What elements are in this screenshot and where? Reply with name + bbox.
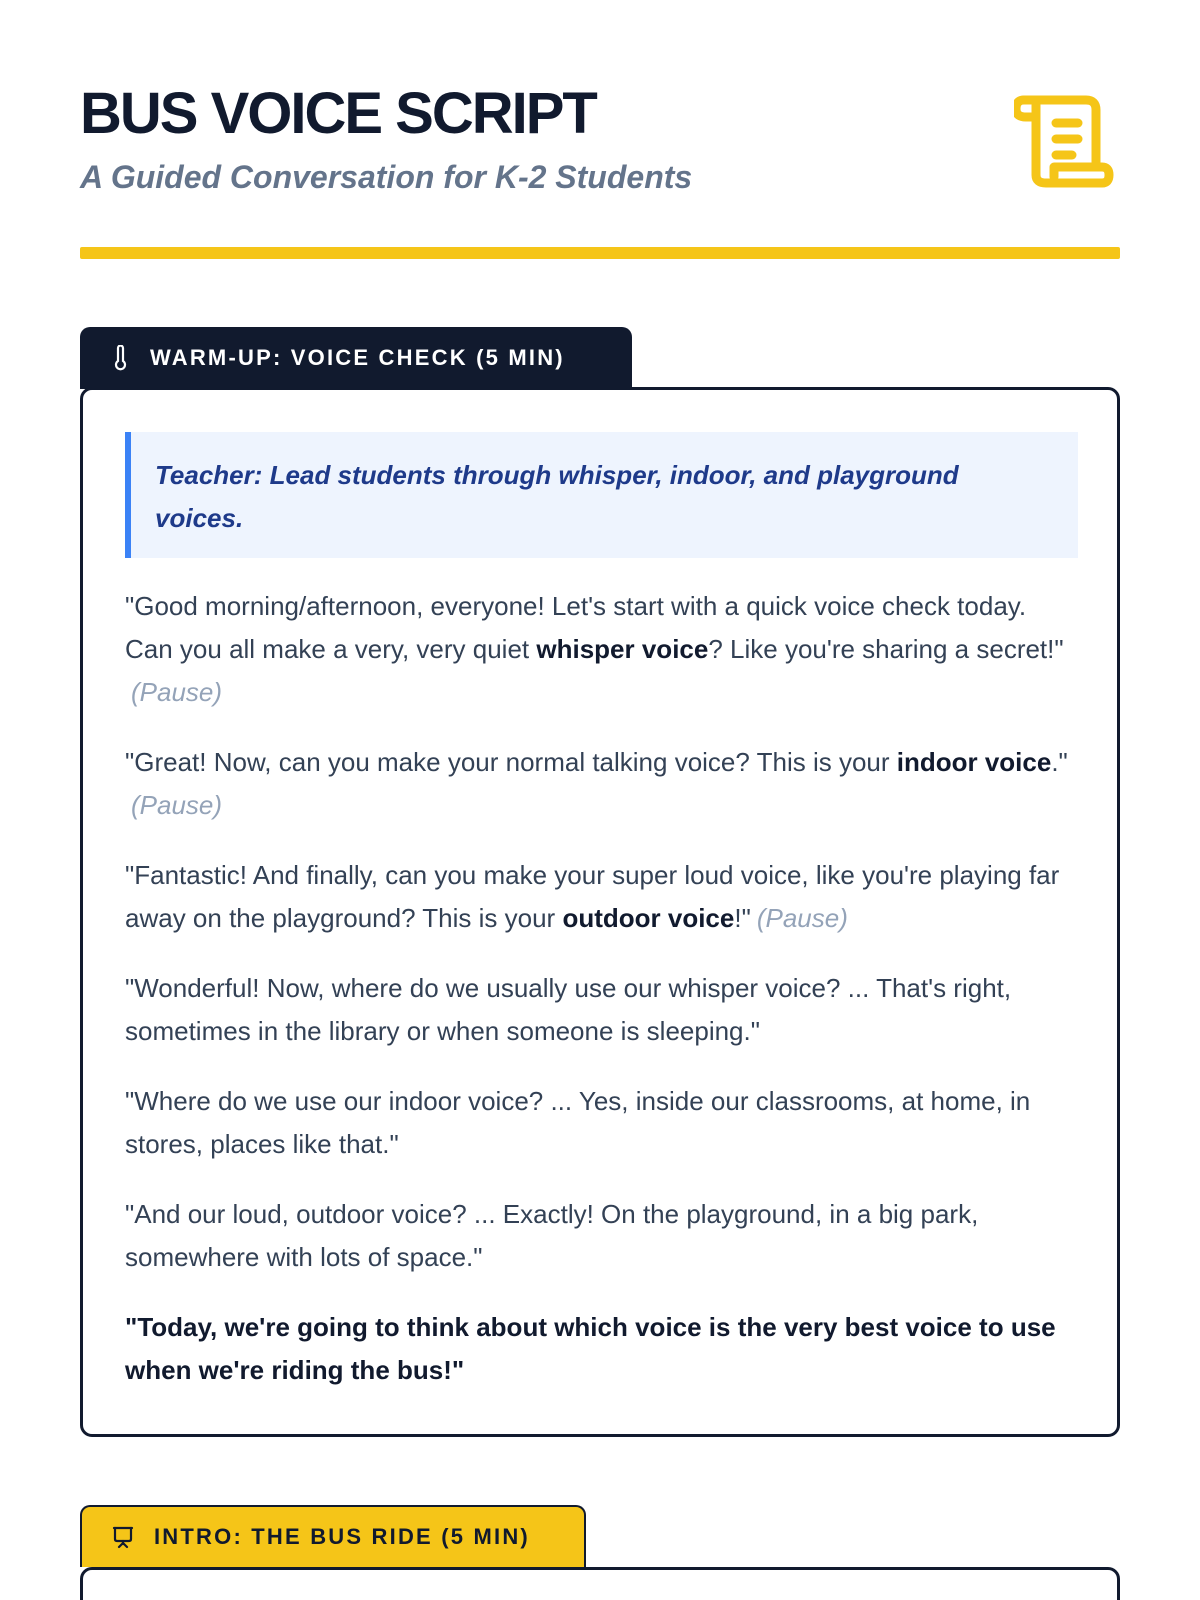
emphasis-outdoor-voice: outdoor voice (562, 903, 735, 933)
teacher-note: Teacher: Lead students through whisper, indoor, and playground voices. (125, 432, 1078, 558)
script-paragraph: "Good morning/afternoon, everyone! Let's start with a quick voice check today. Can you all make a very, very quiet whisper voice? Like you're sharing a secret!"(Pause) (125, 591, 1064, 707)
section-label: INTRO: THE BUS RIDE (5 MIN) (154, 1524, 530, 1549)
pause-cue: (Pause) (131, 677, 223, 707)
section-card-warm-up (80, 387, 1120, 1437)
page-subtitle: A Guided Conversation for K-2 Students (80, 159, 693, 195)
script-paragraph: "Where do we use our indoor voice? ... Yes, inside our classrooms, at home, in stores, places like that." (125, 1086, 1031, 1159)
emphasis-whisper-voice: whisper voice (536, 634, 709, 664)
pause-cue: (Pause) (131, 790, 223, 820)
header (80, 81, 1120, 196)
header-divider (80, 247, 1120, 259)
script-paragraph: "And our loud, outdoor voice? ... Exactly! On the playground, in a big park, somewhere with lots of space." (125, 1199, 979, 1272)
pause-cue: (Pause) (756, 903, 848, 933)
section-tab-warm-up (80, 327, 632, 389)
section-label: WARM-UP: VOICE CHECK (5 MIN) (150, 345, 565, 370)
presentation-board-icon (112, 1524, 134, 1550)
section-tab-intro (80, 1505, 586, 1567)
script-body (125, 585, 1080, 1419)
scroll-icon (1014, 95, 1114, 190)
closing-line: "Today, we're going to think about which voice is the very best voice to use when we're riding the bus!" (125, 1312, 1056, 1385)
script-paragraph: "Fantastic! And finally, can you make your super loud voice, like you're playing far away on the playground? This is your outdoor voice!" (Pause) (125, 860, 1060, 933)
page-title: BUS VOICE SCRIPT (80, 81, 596, 146)
script-paragraph: "Wonderful! Now, where do we usually use our whisper voice? ... That's right, sometimes in the library or when someone is sleeping." (125, 973, 1012, 1046)
thermometer-icon (110, 345, 130, 371)
section-card-intro (80, 1567, 1120, 1600)
emphasis-indoor-voice: indoor voice (896, 747, 1052, 777)
script-paragraph: "Great! Now, can you make your normal talking voice? This is your indoor voice."(Pause) (125, 747, 1068, 820)
